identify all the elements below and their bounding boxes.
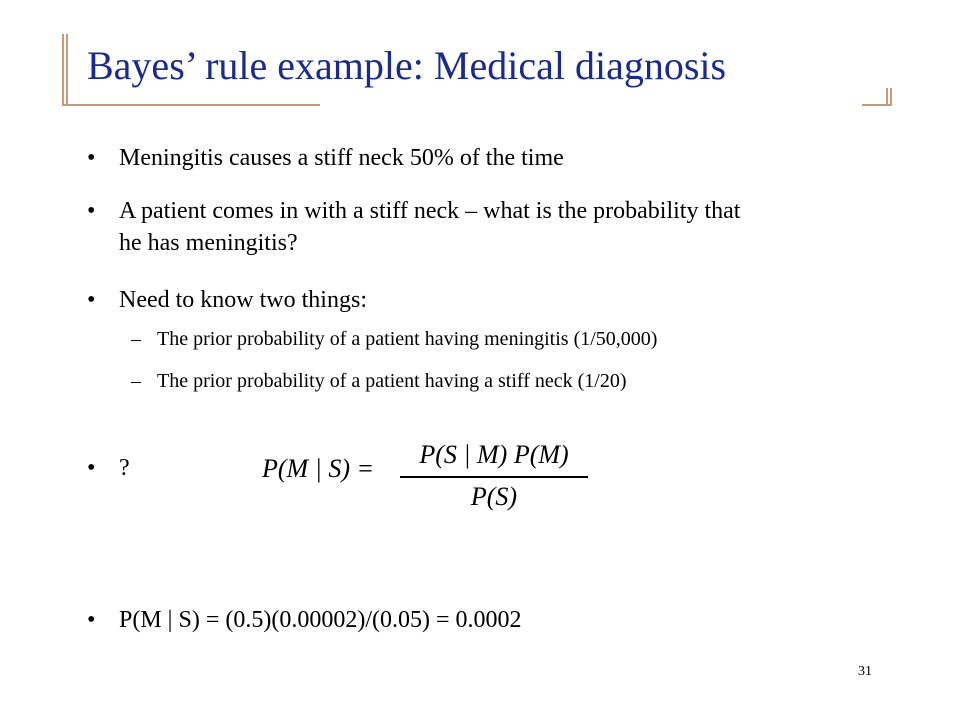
sub-bullet-text: The prior probability of a patient having meningitis (1/50,000)	[157, 328, 658, 350]
formula-denominator: P(S)	[470, 482, 518, 511]
title-bracket-right	[886, 88, 888, 104]
sub-bullet-marker: –	[131, 328, 141, 350]
bullet-marker: •	[87, 455, 96, 481]
page-number: 31	[858, 664, 872, 679]
slide-title: Bayes’ rule example: Medical diagnosis	[87, 43, 727, 88]
bayes-formula	[262, 440, 592, 520]
bullet-marker: •	[87, 198, 96, 224]
sub-bullet-text: The prior probability of a patient having a stiff neck (1/20)	[157, 370, 627, 392]
title-bracket-left	[62, 34, 64, 106]
bullet-marker: •	[87, 287, 96, 313]
bullet-marker: •	[87, 145, 96, 171]
bullet-text: Need to know two things:	[119, 287, 367, 313]
formula-fraction-bar	[400, 476, 588, 478]
bullet-text: A patient comes in with a stiff neck – what is the probability that he has meningitis?	[119, 198, 741, 256]
sub-bullet-marker: –	[131, 370, 141, 392]
formula-numerator: P(S | M) P(M)	[419, 440, 569, 469]
bullet-marker: •	[87, 607, 96, 633]
bullet-text: ?	[119, 455, 130, 481]
formula-lhs: P(M | S) =	[262, 454, 375, 483]
title-bracket-right-inner	[890, 88, 892, 104]
title-bracket-left-inner	[66, 34, 68, 106]
title-bracket-right-base	[862, 104, 892, 106]
title-underline	[62, 104, 320, 106]
bullet-text: Meningitis causes a stiff neck 50% of the time	[119, 145, 564, 171]
bullet-text: P(M | S) = (0.5)(0.00002)/(0.05) = 0.0002	[119, 607, 522, 633]
